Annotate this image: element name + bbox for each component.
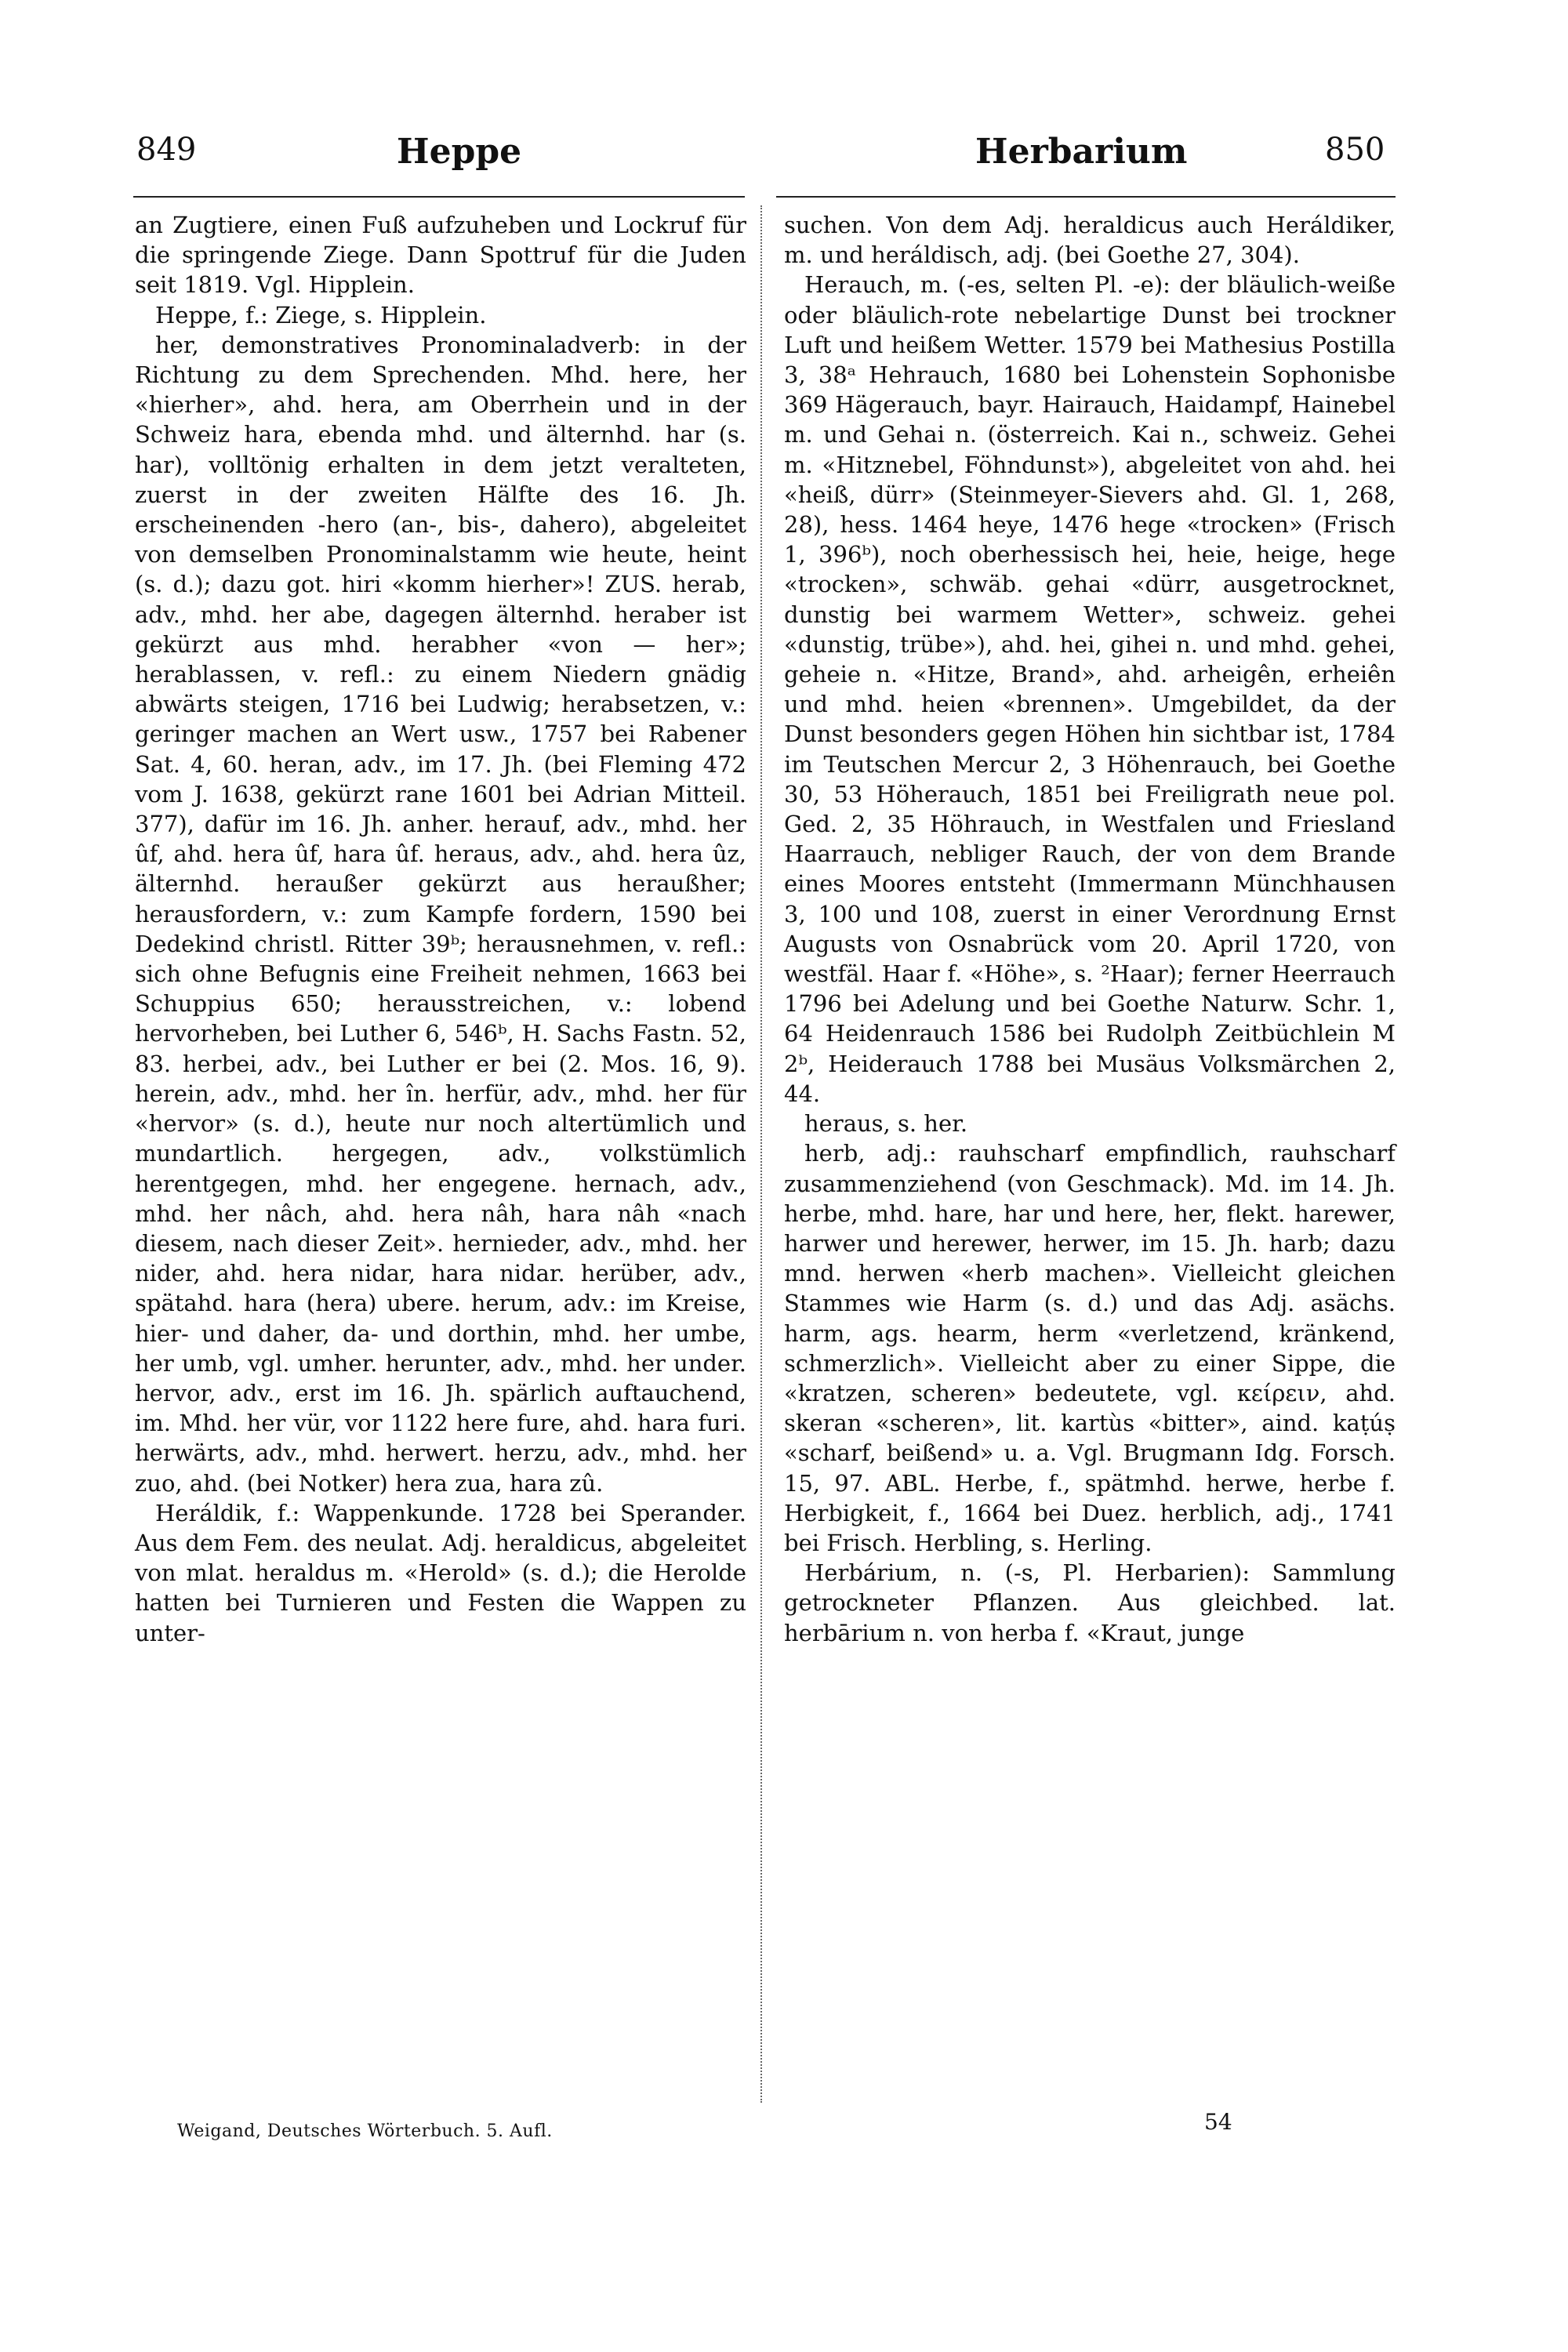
left-page-number: 849 (136, 132, 197, 168)
header-rule-left (133, 196, 745, 198)
entry-herauch: Herauch, m. (-es, selten Pl. -e): der bläulich-weiße oder bläulich-rote nebelartige Dunst bei trockner Luft und heißem Wetter. 1579 bei Mathesius Postilla 3, 38ᵃ Hehrauch, 1680 bei Lohenstein Sophonisbe 369 Hägerauch, bayr. Hairauch, Haidampf, Hainebel m. und Gehai n. (österreich. Kai n., schweiz. Gehei m. «Hitznebel, Föhndunst»), abgeleitet von ahd. hei «heiß, dürr» (Steinmeyer-Sievers ahd. Gl. 1, 268, 28), hess. 1464 heye, 1476 hege «trocken» (Frisch 1, 396ᵇ), noch oberhessisch hei, heie, heige, hege «trocken», schwäb. gehai «dürr, ausgetrocknet, dunstig bei warmem Wetter», schweiz. gehei «dunstig, trübe»), ahd. hei, gihei n. und mhd. gehei, geheie n. «Hitze, Brand», ahd. arheigên, erheiên und mhd. heien «brennen». Umgebildet, da der Dunst besonders gegen Höhen hin sichtbar ist, 1784 im Teutschen Mercur 2, 3 Höhenrauch, bei Goethe 30, 53 Höherauch, 1851 bei Freiligrath neue pol. Ged. 2, 35 Höhrauch, in Westfalen und Friesland Haarrauch, nebliger Rauch, der von dem Brande eines Moores entsteht (Immermann Münchhausen 3, 100 und 108, zuerst in einer Verordnung Ernst Augusts von Osnabrück vom 20. April 1720, von westfäl. Haar f. «Höhe», s. ²Haar); ferner Heerrauch 1796 bei Adelung und bei Goethe Naturw. Schr. 1, 64 Heidenrauch 1586 bei Rudolph Zeitbüchlein M 2ᵇ, Heiderauch 1788 bei Musäus Volksmärchen 2, 44. (784, 271, 1396, 1107)
running-header (0, 132, 1568, 179)
entry-her: her, demonstratives Pronominaladverb: in der Richtung zu dem Sprechenden. Mhd. here, her «hierher», ahd. hera, am Oberrhein und in der Schweiz hara, ebenda mhd. und älternhd. har (s. har), volltönig erhalten in dem jetzt veralteten, zuerst in der zweiten Hälfte des 16. Jh. erscheinenden -hero (an-, bis-, dahero), abgeleitet von demselben Pronominalstamm wie heute, heint (s. d.); dazu got. hiri «komm hierher»! ZUS. herab, adv., mhd. her abe, dagegen älternhd. heraber ist gekürzt aus mhd. herabher «von — her»; herablassen, v. refl.: zu einem Niedern gnädig abwärts steigen, 1716 bei Ludwig; herabsetzen, v.: geringer machen an Wert usw., 1757 bei Rabener Sat. 4, 60. heran, adv., im 17. Jh. (bei Fleming 472 vom J. 1638, gekürzt rane 1601 bei Adrian Mitteil. 377), dafür im 16. Jh. anher. herauf, adv., mhd. her ûf, ahd. hera ûf, hara ûf. heraus, adv., ahd. hera ûz, älternhd. heraußer gekürzt aus heraußher; herausfordern, v.: zum Kampfe fordern, 1590 bei Dedekind christl. Ritter 39ᵇ; herausnehmen, v. refl.: sich ohne Befugnis eine Freiheit nehmen, 1663 bei Schuppius 650; herausstreichen, v.: lobend hervorheben, bei Luther 6, 546ᵇ, H. Sachs Fastn. 52, 83. herbei, adv., bei Luther er bei (2. Mos. 16, 9). herein, adv., mhd. her în. herfür, adv., mhd. her für «hervor» (s. d.), heute nur noch altertümlich und mundartlich. hergegen, adv., volkstümlich herentgegen, mhd. her engegene. hernach, adv., mhd. her nâch, ahd. hera nâh, hara nâh «nach diesem, nach dieser Zeit». hernieder, adv., mhd. her nider, ahd. hera nidar, hara nidar. herüber, adv., spätahd. hara (hera) ubere. herum, adv.: im Kreise, hier- und daher, da- und dorthin, mhd. her umbe, her umb, vgl. umher. herunter, adv., mhd. her under. hervor, adv., erst im 16. Jh. spärlich auftauchend, im. Mhd. her vür, vor 1122 here fure, ahd. hara furi. herwärts, adv., mhd. herwert. herzu, adv., mhd. her zuo, ahd. (bei Notker) hera zua, hara zû. (135, 331, 746, 1497)
left-headword: Heppe (397, 132, 522, 172)
header-rule-right (776, 196, 1396, 198)
signature-mark: 54 (1204, 2109, 1232, 2135)
entry-continuation: an Zugtiere, einen Fuß aufzuheben und Lockruf für die springende Ziege. Dann Spottruf für die Juden seit 1819. Vgl. Hipplein. (135, 212, 746, 299)
entry-heraldik: Heráldik, f.: Wappenkunde. 1728 bei Sperander. Aus dem Fem. des neulat. Adj. heraldicus, abgeleitet von mlat. heraldus m. «Herold» (s. d.); die Herolde hatten bei Turnieren und Festen die Wappen zu unter- (135, 1499, 746, 1646)
right-page-number: 850 (1325, 132, 1385, 168)
footer-source: Weigand, Deutsches Wörterbuch. 5. Aufl. (177, 2122, 553, 2141)
entry-herb: herb, adj.: rauhscharf empfindlich, rauhscharf zusammenziehend (von Geschmack). Md. im 14. Jh. herbe, mhd. hare, har und here, her, flekt. harewer, harwer und herewer, herwer, im 15. Jh. harb; dazu mnd. herwen «herb machen». Vielleicht gleichen Stammes wie Harm (s. d.) und das Adj. asächs. harm, ags. hearm, herm «verletzend, kränkend, schmerzlich». Vielleicht aber zu einer Sippe, die «kratzen, scheren» bedeutete, vgl. κείρειν, ahd. skeran «scheren», lit. kartùs «bitter», aind. kaṭúṣ «scharf, beißend» u. a. Vgl. Brugmann Idg. Forsch. 15, 97. ABL. Herbe, f., spätmhd. herwe, herbe f. Herbigkeit, f., 1664 bei Duez. herblich, adj., 1741 bei Frisch. Herbling, s. Herling. (784, 1140, 1396, 1556)
right-headword: Herbarium (975, 132, 1188, 172)
column-divider (760, 205, 762, 2103)
right-column (784, 210, 1396, 1648)
entry-heppe: Heppe, f.: Ziege, s. Hipplein. (155, 301, 487, 328)
entry-heraus: heraus, s. her. (804, 1110, 968, 1138)
entry-continuation: suchen. Von dem Adj. heraldicus auch Heráldiker, m. und heráldisch, adj. (bei Goethe 27, 304). (784, 212, 1396, 269)
left-column (135, 210, 746, 1648)
entry-herbarium: Herbárium, n. (-s, Pl. Herbarien): Sammlung getrockneter Pflanzen. Aus gleichbed. lat. herbārium n. von herba f. «Kraut, junge (784, 1559, 1396, 1646)
